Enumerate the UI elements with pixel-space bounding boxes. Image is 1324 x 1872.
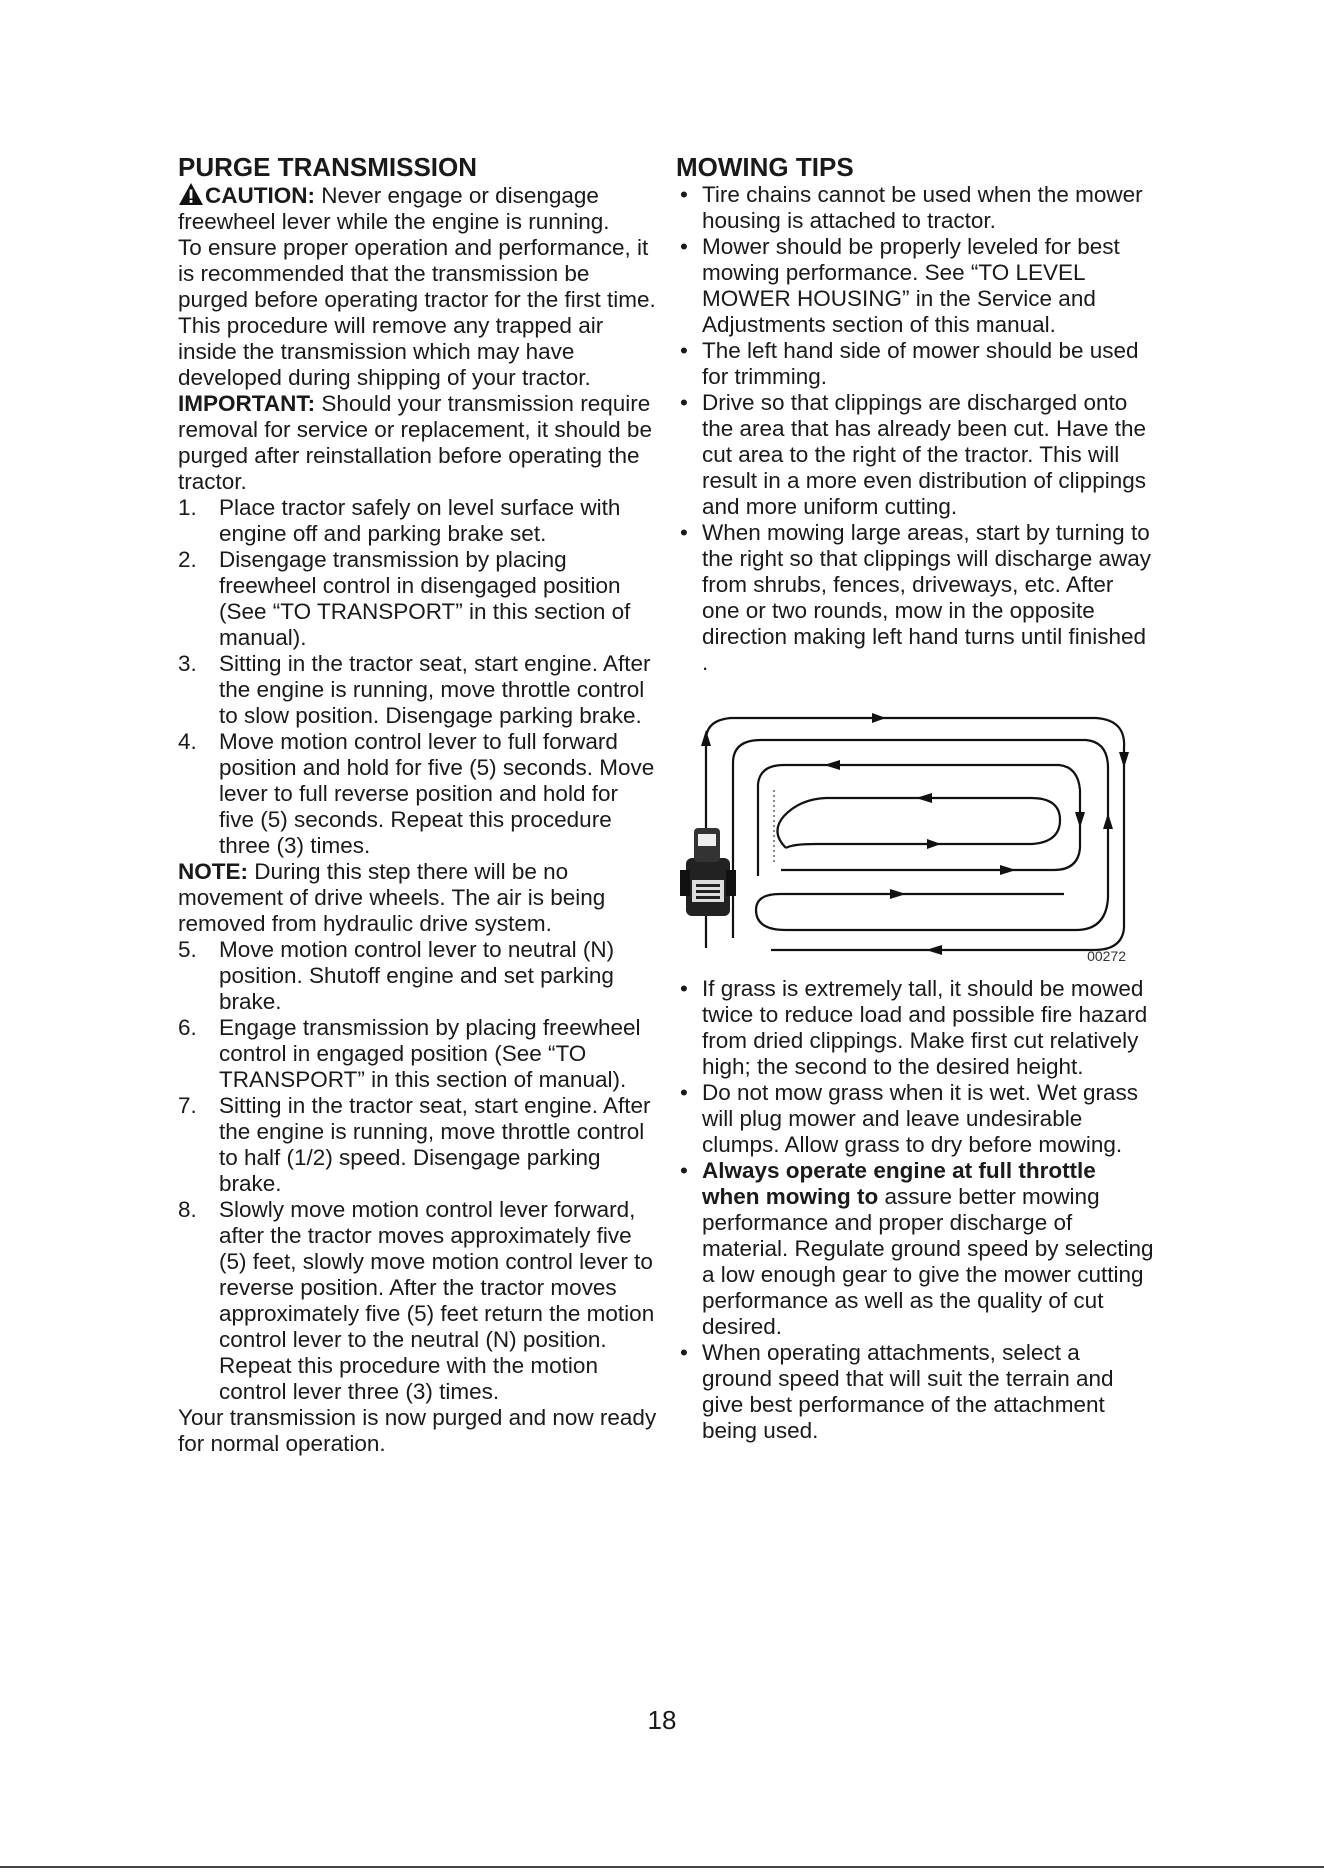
mowing-tip [676, 234, 1156, 338]
step-number: 4. [178, 729, 197, 754]
purge-step [178, 1197, 658, 1405]
mowing-tip [676, 182, 1156, 234]
step-number: 3. [178, 651, 197, 676]
tip-text: Mower should be properly leveled for best mowing performance. See “TO LEVEL MOWER HOUSING” in the Service and Adjustments section of this manual. [702, 234, 1120, 337]
bullet-dot-icon: • [680, 390, 688, 415]
bottom-border [0, 1866, 1324, 1868]
step-text: Engage transmission by placing freewheel control in engaged position (See “TO TRANSPORT” in this section of manual). [219, 1015, 641, 1092]
mowing-tip [676, 390, 1156, 520]
mowing-heading: MOWING TIPS [676, 152, 854, 182]
step-number: 8. [178, 1197, 197, 1222]
step-text: Sitting in the tractor seat, start engine. After the engine is running, move throttle control to slow position. Disengage parking brake. [219, 651, 651, 728]
purge-step [178, 937, 658, 1015]
mowing-pattern-figure [676, 698, 1146, 966]
important-label: IMPORTANT: [178, 391, 316, 416]
tip-text: Drive so that clippings are discharged onto the area that has already been cut. Have the cut area to the right of the tractor. This will result in a more even distribution of clippings and more uniform cutting. [702, 390, 1147, 519]
mowing-tip [676, 976, 1156, 1080]
caution-warning-icon [178, 182, 204, 206]
caution-label: CAUTION: [205, 183, 315, 208]
purge-step [178, 729, 658, 859]
step-number: 7. [178, 1093, 197, 1118]
tip-text: When mowing large areas, start by turning to the right so that clippings will discharge away from shrubs, fences, driveways, etc. After one or two rounds, mow in the opposite direction making left hand turns until finished . [702, 520, 1151, 675]
throttle-bold-text: Always operate engine at full throttle when mowing to [702, 1158, 1096, 1209]
caution-paragraph [178, 182, 658, 235]
bullet-dot-icon: • [680, 338, 688, 363]
page-number: 18 [647, 1705, 677, 1735]
tip-text: If grass is extremely tall, it should be mowed twice to reduce load and possible fire hazard from dried clippings. Make first cut relatively high; the second to the desired height. [702, 976, 1148, 1079]
note-text: During this step there will be no movement of drive wheels. The air is being removed from hydraulic drive system. [178, 859, 606, 936]
step-text: Place tractor safely on level surface with engine off and parking brake set. [219, 495, 621, 546]
step-text: Sitting in the tractor seat, start engine. After the engine is running, move throttle control to half (1/2) speed. Disengage parking brake. [219, 1093, 651, 1196]
tractor-icon [680, 828, 736, 916]
tip-text: Tire chains cannot be used when the mower housing is attached to tractor. [702, 182, 1143, 233]
important-text: Should your transmission require removal for service or replacement, it should be purged after reinstallation before operating the tractor. [178, 391, 652, 494]
step-number: 2. [178, 547, 197, 572]
purge-closing: Your transmission is now purged and now ready for normal operation. [178, 1405, 657, 1456]
figure-id-label: 00272 [1087, 948, 1126, 964]
step-number: 5. [178, 937, 197, 962]
bullet-dot-icon: • [680, 1080, 688, 1105]
purge-transmission-section [178, 152, 658, 1457]
mowing-tip [676, 1340, 1156, 1444]
step-number: 1. [178, 495, 197, 520]
mowing-bullets-b [676, 976, 1156, 1444]
purge-step [178, 1015, 658, 1093]
mowing-pattern-diagram [676, 698, 1146, 966]
note-paragraph [178, 859, 658, 937]
purge-intro: To ensure proper operation and performance, it is recommended that the transmission be purged before operating tractor for the first time. This procedure will remove any trapped air inside the transmission which may have developed during shipping of your tractor. [178, 235, 656, 390]
bullet-dot-icon: • [680, 520, 688, 545]
bullet-dot-icon: • [680, 234, 688, 259]
bullet-dot-icon: • [680, 1158, 688, 1183]
purge-heading: PURGE TRANSMISSION [178, 152, 478, 182]
tip-text: When operating attachments, select a ground speed that will suit the terrain and give best performance of the attachment being used. [702, 1340, 1114, 1443]
bullet-dot-icon: • [680, 976, 688, 1001]
mowing-tips-section [676, 152, 1156, 1444]
purge-step [178, 651, 658, 729]
bullet-dot-icon: • [680, 182, 688, 207]
note-label: NOTE: [178, 859, 248, 884]
purge-step [178, 1093, 658, 1197]
step-number: 6. [178, 1015, 197, 1040]
mowing-tip-throttle [676, 1158, 1156, 1340]
mowing-tip [676, 1080, 1156, 1158]
bullet-dot-icon: • [680, 1340, 688, 1365]
step-text: Move motion control lever to full forward position and hold for five (5) seconds. Move lever to full reverse position and hold for five (5) seconds. Repeat this procedure three (3) times. [219, 729, 655, 858]
tip-text: assure better mowing performance and proper discharge of material. Regulate ground speed by selecting a low enough gear to give the mower cutting performance as well as the quality of cut desired. [702, 1184, 1154, 1339]
step-text: Slowly move motion control lever forward, after the tractor moves approximately five (5) feet, slowly move motion control lever to reverse position. After the tractor moves approximately five (5) feet return the motion control lever to the neutral (N) position. Repeat this procedure with the motion control lever three (3) times. [219, 1197, 655, 1404]
mowing-bullets-a [676, 182, 1156, 676]
step-text: Disengage transmission by placing freewheel control in disengaged position (See “TO TRANSPORT” in this section of manual). [219, 547, 631, 650]
step-text: Move motion control lever to neutral (N) position. Shutoff engine and set parking brake. [219, 937, 615, 1014]
important-paragraph [178, 391, 658, 495]
mowing-tip [676, 520, 1156, 676]
mowing-tip [676, 338, 1156, 390]
purge-steps-list-b [178, 937, 658, 1405]
purge-step [178, 495, 658, 547]
purge-step [178, 547, 658, 651]
purge-steps-list-a [178, 495, 658, 859]
caution-text: Never engage or disengage freewheel lever while the engine is running. [178, 183, 610, 234]
tip-text: The left hand side of mower should be used for trimming. [702, 338, 1139, 389]
tip-text: Do not mow grass when it is wet. Wet grass will plug mower and leave undesirable clumps. Allow grass to dry before mowing. [702, 1080, 1138, 1157]
